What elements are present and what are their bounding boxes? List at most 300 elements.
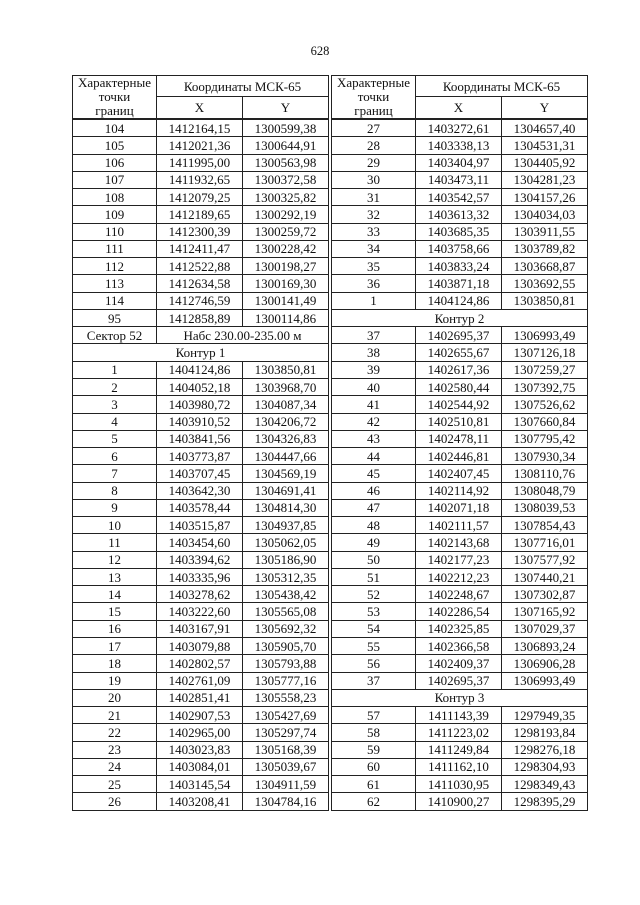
table-row — [73, 793, 329, 810]
table-row — [73, 396, 329, 413]
point-cell: 114 — [73, 292, 157, 309]
table-row — [73, 413, 329, 430]
table-row — [332, 620, 588, 637]
table-row — [73, 292, 329, 309]
x-cell: 1402695,37 — [416, 672, 502, 689]
table-row — [73, 551, 329, 568]
x-cell: 1403642,30 — [157, 482, 243, 499]
x-cell: 1412522,88 — [157, 258, 243, 275]
sector-label: Сектор 52 — [73, 327, 157, 344]
x-cell: 1403272,61 — [416, 119, 502, 137]
table-row — [332, 344, 588, 361]
point-cell: 7 — [73, 465, 157, 482]
y-cell: 1298193,84 — [502, 724, 588, 741]
x-cell: 1411162,10 — [416, 758, 502, 775]
x-cell: 1403773,87 — [157, 448, 243, 465]
x-cell: 1403685,35 — [416, 223, 502, 240]
x-cell: 1403473,11 — [416, 171, 502, 188]
y-cell: 1298349,43 — [502, 776, 588, 793]
table-row — [73, 361, 329, 378]
point-cell: 58 — [332, 724, 416, 741]
x-cell: 1412189,65 — [157, 206, 243, 223]
table-row — [73, 137, 329, 154]
y-cell: 1304531,31 — [502, 137, 588, 154]
table-row — [73, 327, 329, 344]
point-cell: 43 — [332, 430, 416, 447]
table-row — [73, 378, 329, 395]
table-row — [332, 119, 588, 137]
point-cell: 46 — [332, 482, 416, 499]
table-row — [332, 413, 588, 430]
x-cell: 1403613,32 — [416, 206, 502, 223]
point-cell: 56 — [332, 655, 416, 672]
point-cell: 25 — [73, 776, 157, 793]
contour-label: Контур 1 — [73, 344, 329, 361]
y-cell: 1300259,72 — [243, 223, 329, 240]
point-cell: 57 — [332, 707, 416, 724]
y-cell: 1307392,75 — [502, 378, 588, 395]
point-cell: 2 — [73, 378, 157, 395]
table-row — [332, 758, 588, 775]
x-cell: 1402580,44 — [416, 378, 502, 395]
y-cell: 1300292,19 — [243, 206, 329, 223]
y-cell: 1304157,26 — [502, 189, 588, 206]
point-cell: 1 — [332, 292, 416, 309]
point-cell: 59 — [332, 741, 416, 758]
x-cell: 1402407,45 — [416, 465, 502, 482]
y-cell: 1305777,16 — [243, 672, 329, 689]
point-cell: 37 — [332, 672, 416, 689]
y-cell: 1304206,72 — [243, 413, 329, 430]
table-row — [73, 240, 329, 257]
page-number: 628 — [310, 44, 330, 58]
point-cell: 29 — [332, 154, 416, 171]
point-cell: 111 — [73, 240, 157, 257]
y-cell: 1305427,69 — [243, 707, 329, 724]
point-cell: 20 — [73, 689, 157, 706]
x-cell: 1411995,00 — [157, 154, 243, 171]
point-cell: 31 — [332, 189, 416, 206]
point-cell: 30 — [332, 171, 416, 188]
y-cell: 1306993,49 — [502, 672, 588, 689]
table-row — [332, 137, 588, 154]
header-x: X — [416, 97, 502, 119]
table-row — [73, 707, 329, 724]
table-row — [73, 741, 329, 758]
table-row — [73, 603, 329, 620]
point-cell: 9 — [73, 499, 157, 516]
table-row — [73, 689, 329, 706]
y-cell: 1307029,37 — [502, 620, 588, 637]
y-cell: 1304281,23 — [502, 171, 588, 188]
x-cell: 1411932,65 — [157, 171, 243, 188]
table-row — [332, 672, 588, 689]
y-cell: 1300114,86 — [243, 309, 329, 326]
x-cell: 1412634,58 — [157, 275, 243, 292]
x-cell: 1403841,56 — [157, 430, 243, 447]
x-cell: 1403542,57 — [416, 189, 502, 206]
table-row — [332, 275, 588, 292]
y-cell: 1298395,29 — [502, 793, 588, 810]
table-row — [73, 534, 329, 551]
x-cell: 1403278,62 — [157, 586, 243, 603]
y-cell: 1303911,55 — [502, 223, 588, 240]
table-row — [73, 637, 329, 654]
y-cell: 1307854,43 — [502, 517, 588, 534]
x-cell: 1403222,60 — [157, 603, 243, 620]
table-row — [332, 240, 588, 257]
y-cell: 1298276,18 — [502, 741, 588, 758]
x-cell: 1402177,23 — [416, 551, 502, 568]
table-row — [73, 223, 329, 240]
x-cell: 1403145,54 — [157, 776, 243, 793]
table-row — [332, 637, 588, 654]
table-body-left — [73, 119, 329, 810]
x-cell: 1404124,86 — [157, 361, 243, 378]
x-cell: 1402478,11 — [416, 430, 502, 447]
x-cell: 1403910,52 — [157, 413, 243, 430]
x-cell: 1412411,47 — [157, 240, 243, 257]
y-cell: 1307302,87 — [502, 586, 588, 603]
x-cell: 1411030,95 — [416, 776, 502, 793]
table-row — [332, 499, 588, 516]
point-cell: 45 — [332, 465, 416, 482]
point-cell: 50 — [332, 551, 416, 568]
point-cell: 42 — [332, 413, 416, 430]
header-coords-title: Координаты МСК-65 — [416, 76, 588, 97]
y-cell: 1304569,19 — [243, 465, 329, 482]
point-cell: 18 — [73, 655, 157, 672]
point-cell: 51 — [332, 568, 416, 585]
y-cell: 1305062,05 — [243, 534, 329, 551]
point-cell: 38 — [332, 344, 416, 361]
table-row — [332, 724, 588, 741]
x-cell: 1412300,39 — [157, 223, 243, 240]
table-row — [332, 189, 588, 206]
point-cell: 41 — [332, 396, 416, 413]
y-cell: 1306893,24 — [502, 637, 588, 654]
table-row — [73, 448, 329, 465]
y-cell: 1304937,85 — [243, 517, 329, 534]
x-cell: 1402655,67 — [416, 344, 502, 361]
x-cell: 1402114,92 — [416, 482, 502, 499]
x-cell: 1403515,87 — [157, 517, 243, 534]
y-cell: 1307795,42 — [502, 430, 588, 447]
elevation-range: Набс 230.00-235.00 м — [157, 327, 329, 344]
table-row — [73, 171, 329, 188]
table-row — [332, 223, 588, 240]
point-cell: 6 — [73, 448, 157, 465]
x-cell: 1402248,67 — [416, 586, 502, 603]
table-row — [73, 724, 329, 741]
y-cell: 1307165,92 — [502, 603, 588, 620]
y-cell: 1303850,81 — [243, 361, 329, 378]
point-cell: 34 — [332, 240, 416, 257]
table-row — [332, 793, 588, 810]
x-cell: 1412079,25 — [157, 189, 243, 206]
y-cell: 1300141,49 — [243, 292, 329, 309]
table-row — [73, 517, 329, 534]
table-row — [73, 620, 329, 637]
point-cell: 36 — [332, 275, 416, 292]
point-cell: 12 — [73, 551, 157, 568]
point-cell: 13 — [73, 568, 157, 585]
coordinates-table-left — [72, 75, 329, 811]
y-cell: 1307259,27 — [502, 361, 588, 378]
y-cell: 1305793,88 — [243, 655, 329, 672]
point-cell: 53 — [332, 603, 416, 620]
y-cell: 1307930,34 — [502, 448, 588, 465]
y-cell: 1297949,35 — [502, 707, 588, 724]
table-row — [332, 378, 588, 395]
table-row — [332, 258, 588, 275]
x-cell: 1412021,36 — [157, 137, 243, 154]
table-row — [332, 154, 588, 171]
x-cell: 1402544,92 — [416, 396, 502, 413]
point-cell: 52 — [332, 586, 416, 603]
y-cell: 1300372,58 — [243, 171, 329, 188]
y-cell: 1307716,01 — [502, 534, 588, 551]
table-row — [332, 776, 588, 793]
point-cell: 4 — [73, 413, 157, 430]
x-cell: 1402851,41 — [157, 689, 243, 706]
x-cell: 1403404,97 — [416, 154, 502, 171]
point-cell: 10 — [73, 517, 157, 534]
x-cell: 1411249,84 — [416, 741, 502, 758]
x-cell: 1402617,36 — [416, 361, 502, 378]
table-body-right — [332, 119, 588, 810]
table-row — [332, 689, 588, 706]
x-cell: 1403833,24 — [416, 258, 502, 275]
x-cell: 1402212,23 — [416, 568, 502, 585]
table-row — [332, 361, 588, 378]
table-row — [332, 586, 588, 603]
table-row — [332, 741, 588, 758]
x-cell: 1403335,96 — [157, 568, 243, 585]
table-row — [332, 206, 588, 223]
table-row — [73, 655, 329, 672]
table-row — [73, 309, 329, 326]
x-cell: 1403079,88 — [157, 637, 243, 654]
y-cell: 1305438,42 — [243, 586, 329, 603]
table-row — [73, 568, 329, 585]
y-cell: 1303668,87 — [502, 258, 588, 275]
table-row — [332, 430, 588, 447]
table-row — [332, 396, 588, 413]
x-cell: 1402802,57 — [157, 655, 243, 672]
y-cell: 1300563,98 — [243, 154, 329, 171]
point-cell: 55 — [332, 637, 416, 654]
table-row — [73, 206, 329, 223]
y-cell: 1308039,53 — [502, 499, 588, 516]
point-cell: 39 — [332, 361, 416, 378]
x-cell: 1403208,41 — [157, 793, 243, 810]
point-cell: 27 — [332, 119, 416, 137]
table-row — [73, 275, 329, 292]
header-y: Y — [502, 97, 588, 119]
point-cell: 14 — [73, 586, 157, 603]
x-cell: 1403084,01 — [157, 758, 243, 775]
y-cell: 1300644,91 — [243, 137, 329, 154]
point-cell: 21 — [73, 707, 157, 724]
table-row — [332, 568, 588, 585]
point-cell: 24 — [73, 758, 157, 775]
y-cell: 1304814,30 — [243, 499, 329, 516]
table-row — [332, 171, 588, 188]
point-cell: 26 — [73, 793, 157, 810]
x-cell: 1402366,58 — [416, 637, 502, 654]
y-cell: 1307526,62 — [502, 396, 588, 413]
x-cell: 1402446,81 — [416, 448, 502, 465]
header-points-label: Характерные точки границ — [337, 75, 410, 118]
y-cell: 1304034,03 — [502, 206, 588, 223]
x-cell: 1402071,18 — [416, 499, 502, 516]
y-cell: 1300325,82 — [243, 189, 329, 206]
point-cell: 48 — [332, 517, 416, 534]
point-cell: 40 — [332, 378, 416, 395]
point-cell: 1 — [73, 361, 157, 378]
y-cell: 1305039,67 — [243, 758, 329, 775]
x-cell: 1403758,66 — [416, 240, 502, 257]
point-cell: 22 — [73, 724, 157, 741]
y-cell: 1298304,93 — [502, 758, 588, 775]
x-cell: 1402761,09 — [157, 672, 243, 689]
x-cell: 1412164,15 — [157, 119, 243, 137]
point-cell: 28 — [332, 137, 416, 154]
y-cell: 1305168,39 — [243, 741, 329, 758]
point-cell: 62 — [332, 793, 416, 810]
point-cell: 8 — [73, 482, 157, 499]
table-row — [73, 465, 329, 482]
table-row — [332, 655, 588, 672]
table-row — [73, 430, 329, 447]
point-cell: 109 — [73, 206, 157, 223]
y-cell: 1300198,27 — [243, 258, 329, 275]
x-cell: 1402695,37 — [416, 327, 502, 344]
y-cell: 1305312,35 — [243, 568, 329, 585]
point-cell: 19 — [73, 672, 157, 689]
y-cell: 1308110,76 — [502, 465, 588, 482]
y-cell: 1304405,92 — [502, 154, 588, 171]
point-cell: 108 — [73, 189, 157, 206]
y-cell: 1303850,81 — [502, 292, 588, 309]
x-cell: 1410900,27 — [416, 793, 502, 810]
table-row — [73, 586, 329, 603]
y-cell: 1304911,59 — [243, 776, 329, 793]
y-cell: 1305565,08 — [243, 603, 329, 620]
x-cell: 1403578,44 — [157, 499, 243, 516]
x-cell: 1402907,53 — [157, 707, 243, 724]
x-cell: 1412746,59 — [157, 292, 243, 309]
x-cell: 1404124,86 — [416, 292, 502, 309]
table-row — [332, 534, 588, 551]
point-cell: 33 — [332, 223, 416, 240]
y-cell: 1303789,82 — [502, 240, 588, 257]
header-points-label: Характерные точки границ — [78, 75, 151, 118]
y-cell: 1305905,70 — [243, 637, 329, 654]
table-row — [332, 482, 588, 499]
table-row — [332, 448, 588, 465]
y-cell: 1306906,28 — [502, 655, 588, 672]
x-cell: 1403454,60 — [157, 534, 243, 551]
table-row — [73, 499, 329, 516]
point-cell: 15 — [73, 603, 157, 620]
y-cell: 1303968,70 — [243, 378, 329, 395]
point-cell: 35 — [332, 258, 416, 275]
point-cell: 37 — [332, 327, 416, 344]
x-cell: 1412858,89 — [157, 309, 243, 326]
header-points — [73, 76, 157, 120]
x-cell: 1402143,68 — [416, 534, 502, 551]
y-cell: 1307660,84 — [502, 413, 588, 430]
y-cell: 1304657,40 — [502, 119, 588, 137]
point-cell: 112 — [73, 258, 157, 275]
x-cell: 1403707,45 — [157, 465, 243, 482]
point-cell: 107 — [73, 171, 157, 188]
x-cell: 1403167,91 — [157, 620, 243, 637]
y-cell: 1305186,90 — [243, 551, 329, 568]
header-points — [332, 76, 416, 120]
table-row — [332, 309, 588, 326]
point-cell: 110 — [73, 223, 157, 240]
point-cell: 3 — [73, 396, 157, 413]
table-row — [332, 603, 588, 620]
y-cell: 1307126,18 — [502, 344, 588, 361]
point-cell: 104 — [73, 119, 157, 137]
y-cell: 1304784,16 — [243, 793, 329, 810]
point-cell: 106 — [73, 154, 157, 171]
x-cell: 1403871,18 — [416, 275, 502, 292]
y-cell: 1305692,32 — [243, 620, 329, 637]
x-cell: 1404052,18 — [157, 378, 243, 395]
table-row — [332, 327, 588, 344]
table-row — [73, 758, 329, 775]
x-cell: 1402965,00 — [157, 724, 243, 741]
header-y: Y — [243, 97, 329, 119]
table-row — [73, 672, 329, 689]
y-cell: 1304326,83 — [243, 430, 329, 447]
y-cell: 1304447,66 — [243, 448, 329, 465]
table-row — [73, 776, 329, 793]
point-cell: 113 — [73, 275, 157, 292]
point-cell: 49 — [332, 534, 416, 551]
x-cell: 1402286,54 — [416, 603, 502, 620]
point-cell: 54 — [332, 620, 416, 637]
y-cell: 1300599,38 — [243, 119, 329, 137]
x-cell: 1402111,57 — [416, 517, 502, 534]
x-cell: 1402409,37 — [416, 655, 502, 672]
point-cell: 5 — [73, 430, 157, 447]
table-row — [73, 154, 329, 171]
y-cell: 1308048,79 — [502, 482, 588, 499]
x-cell: 1403338,13 — [416, 137, 502, 154]
x-cell: 1402510,81 — [416, 413, 502, 430]
x-cell: 1402325,85 — [416, 620, 502, 637]
x-cell: 1403394,62 — [157, 551, 243, 568]
table-row — [73, 189, 329, 206]
x-cell: 1403980,72 — [157, 396, 243, 413]
contour-label: Контур 3 — [332, 689, 588, 706]
point-cell: 16 — [73, 620, 157, 637]
table-row — [73, 482, 329, 499]
table-row — [73, 344, 329, 361]
y-cell: 1306993,49 — [502, 327, 588, 344]
y-cell: 1300228,42 — [243, 240, 329, 257]
header-coords-title: Координаты МСК-65 — [157, 76, 329, 97]
point-cell: 47 — [332, 499, 416, 516]
y-cell: 1305297,74 — [243, 724, 329, 741]
y-cell: 1300169,30 — [243, 275, 329, 292]
